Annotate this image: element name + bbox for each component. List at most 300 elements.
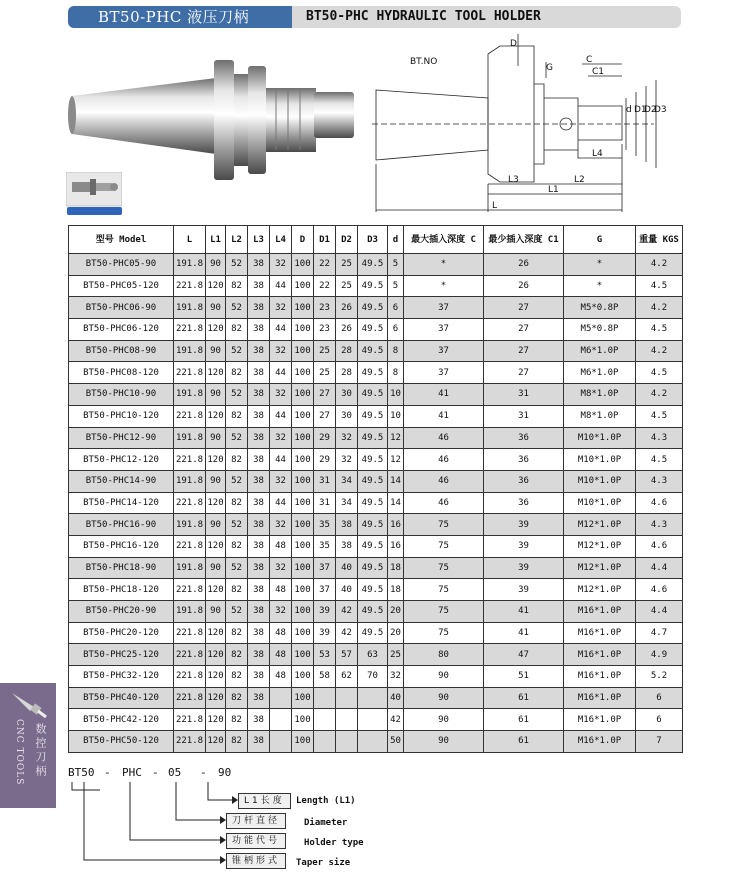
table-cell: 44	[270, 275, 292, 297]
code-part-taper: BT50	[68, 766, 95, 779]
table-cell: 221.8	[174, 535, 206, 557]
table-cell: 37	[314, 557, 336, 579]
table-cell: 100	[292, 275, 314, 297]
table-cell: 191.8	[174, 427, 206, 449]
table-cell: 120	[206, 535, 226, 557]
table-cell: M16*1.0P	[564, 601, 636, 623]
title-english: BT50-PHC HYDRAULIC TOOL HOLDER	[292, 6, 681, 28]
table-cell: 90	[206, 470, 226, 492]
table-cell: BT50-PHC18-120	[69, 579, 174, 601]
legend-box-diameter: 刀杆直径	[226, 813, 286, 829]
col-header-L4: L4	[270, 226, 292, 254]
table-cell: 90	[404, 709, 484, 731]
table-cell: 4.2	[636, 340, 683, 362]
table-cell: 4.6	[636, 492, 683, 514]
table-cell: 100	[292, 405, 314, 427]
table-cell: 120	[206, 319, 226, 341]
legend-box-taper: 锥柄形式	[226, 853, 286, 869]
table-cell: 44	[270, 405, 292, 427]
table-cell: 120	[206, 622, 226, 644]
table-cell: 31	[314, 470, 336, 492]
table-cell: 61	[484, 709, 564, 731]
table-cell: 44	[270, 319, 292, 341]
table-cell: 52	[226, 340, 248, 362]
table-cell: 100	[292, 470, 314, 492]
table-cell: 32	[336, 427, 358, 449]
table-cell: 40	[388, 687, 404, 709]
table-cell: 44	[270, 492, 292, 514]
table-cell: 39	[484, 579, 564, 601]
table-cell: M10*1.0P	[564, 492, 636, 514]
table-cell: 82	[226, 275, 248, 297]
table-cell: 90	[206, 601, 226, 623]
table-cell: 37	[404, 362, 484, 384]
table-cell: 32	[270, 557, 292, 579]
table-cell: 120	[206, 644, 226, 666]
table-cell: 38	[248, 319, 270, 341]
table-cell: 191.8	[174, 470, 206, 492]
table-cell: M16*1.0P	[564, 687, 636, 709]
table-cell: BT50-PHC08-120	[69, 362, 174, 384]
table-cell: 29	[314, 449, 336, 471]
table-cell: 75	[404, 601, 484, 623]
table-cell: M16*1.0P	[564, 644, 636, 666]
table-cell: *	[564, 275, 636, 297]
table-cell: 120	[206, 731, 226, 753]
table-cell: 39	[314, 622, 336, 644]
table-cell: 100	[292, 362, 314, 384]
table-cell: 32	[270, 427, 292, 449]
col-header-model: 型号 Model	[69, 226, 174, 254]
table-cell: 52	[226, 297, 248, 319]
table-cell: 4.4	[636, 557, 683, 579]
table-cell: *	[404, 275, 484, 297]
table-cell: 82	[226, 644, 248, 666]
table-cell: 221.8	[174, 449, 206, 471]
table-cell: M10*1.0P	[564, 449, 636, 471]
table-cell: 31	[484, 405, 564, 427]
label-C: C	[586, 55, 593, 65]
table-cell: 35	[314, 514, 336, 536]
table-cell: 120	[206, 579, 226, 601]
table-cell: 82	[226, 405, 248, 427]
table-cell: 120	[206, 492, 226, 514]
table-cell: 35	[314, 535, 336, 557]
table-cell: 49.5	[358, 427, 388, 449]
table-cell: BT50-PHC32-120	[69, 666, 174, 688]
table-cell: 49.5	[358, 492, 388, 514]
table-cell: 12	[388, 449, 404, 471]
table-cell: 49.5	[358, 297, 388, 319]
table-cell: 4.5	[636, 405, 683, 427]
table-cell: 38	[248, 254, 270, 276]
table-cell: 90	[206, 384, 226, 406]
table-cell: 27	[484, 362, 564, 384]
col-header-c-max: 最大插入深度 C	[404, 226, 484, 254]
table-cell: 49.5	[358, 405, 388, 427]
table-cell: 27	[314, 384, 336, 406]
table-cell: 38	[248, 644, 270, 666]
table-cell: 100	[292, 492, 314, 514]
table-cell: 49.5	[358, 535, 388, 557]
table-cell: 82	[226, 622, 248, 644]
table-cell: 90	[404, 687, 484, 709]
table-cell: 221.8	[174, 492, 206, 514]
col-header-D2: D2	[336, 226, 358, 254]
table-cell: 27	[484, 340, 564, 362]
table-cell: BT50-PHC18-90	[69, 557, 174, 579]
table-cell: 5	[388, 254, 404, 276]
table-cell: BT50-PHC42-120	[69, 709, 174, 731]
table-cell: M8*1.0P	[564, 384, 636, 406]
table-cell: 38	[248, 601, 270, 623]
table-cell: 38	[248, 275, 270, 297]
table-cell: 49.5	[358, 254, 388, 276]
label-L: L	[492, 201, 498, 211]
table-cell: 4.2	[636, 297, 683, 319]
table-cell: 36	[484, 470, 564, 492]
title-chinese: BT50-PHC 液压刀柄	[68, 6, 292, 28]
table-cell: 49.5	[358, 275, 388, 297]
table-cell: 14	[388, 470, 404, 492]
table-cell: M6*1.0P	[564, 362, 636, 384]
table-cell: BT50-PHC40-120	[69, 687, 174, 709]
table-cell: 38	[248, 492, 270, 514]
table-cell: 4.5	[636, 449, 683, 471]
label-bt-no: BT.NO	[410, 57, 438, 67]
table-cell: 4.3	[636, 470, 683, 492]
table-cell: 82	[226, 579, 248, 601]
table-cell: 38	[248, 579, 270, 601]
legend-en-length: Length (L1)	[296, 796, 356, 806]
table-cell: 5.2	[636, 666, 683, 688]
table-cell: 100	[292, 687, 314, 709]
table-cell: 58	[314, 666, 336, 688]
table-cell: 25	[314, 362, 336, 384]
table-cell: M16*1.0P	[564, 666, 636, 688]
table-cell: 49.5	[358, 601, 388, 623]
table-cell: 82	[226, 687, 248, 709]
table-cell: 120	[206, 405, 226, 427]
table-cell: 4.2	[636, 254, 683, 276]
table-cell: 100	[292, 579, 314, 601]
table-cell: 18	[388, 579, 404, 601]
table-cell: 41	[484, 622, 564, 644]
table-cell: 38	[248, 709, 270, 731]
table-cell: 20	[388, 622, 404, 644]
table-cell: 4.4	[636, 601, 683, 623]
table-cell: 221.8	[174, 275, 206, 297]
table-cell: 191.8	[174, 601, 206, 623]
table-cell: 75	[404, 514, 484, 536]
table-cell: 10	[388, 384, 404, 406]
table-cell: 6	[388, 297, 404, 319]
table-cell: 90	[206, 340, 226, 362]
table-cell: 90	[206, 557, 226, 579]
table-cell: 48	[270, 644, 292, 666]
table-cell: 39	[484, 514, 564, 536]
table-cell: 26	[484, 254, 564, 276]
table-cell: 38	[248, 427, 270, 449]
table-cell: BT50-PHC12-120	[69, 449, 174, 471]
table-cell: 42	[336, 622, 358, 644]
table-cell: 41	[404, 384, 484, 406]
table-cell: 26	[336, 319, 358, 341]
table-cell: 38	[248, 514, 270, 536]
table-cell: 100	[292, 319, 314, 341]
table-cell: 37	[404, 319, 484, 341]
table-cell: 31	[484, 384, 564, 406]
table-cell: 52	[226, 557, 248, 579]
code-sep-1: -	[104, 766, 111, 779]
label-C1: C1	[592, 67, 605, 77]
table-cell: 120	[206, 687, 226, 709]
col-header-d: d	[388, 226, 404, 254]
table-cell: 38	[248, 557, 270, 579]
table-cell: BT50-PHC08-90	[69, 340, 174, 362]
label-L4: L4	[592, 149, 603, 159]
table-cell: 38	[336, 514, 358, 536]
table-cell: 34	[336, 470, 358, 492]
table-cell: 75	[404, 622, 484, 644]
table-cell: 82	[226, 535, 248, 557]
table-cell: 100	[292, 666, 314, 688]
col-header-G: G	[564, 226, 636, 254]
table-cell: 53	[314, 644, 336, 666]
table-cell: 46	[404, 449, 484, 471]
table-cell: 32	[270, 297, 292, 319]
code-part-type: PHC	[122, 766, 142, 779]
table-cell: 90	[206, 297, 226, 319]
table-cell: 22	[314, 275, 336, 297]
legend-en-holder-type: Holder type	[304, 838, 364, 848]
table-cell: 4.2	[636, 384, 683, 406]
table-cell: 100	[292, 601, 314, 623]
table-cell: 100	[292, 709, 314, 731]
table-cell: 49.5	[358, 340, 388, 362]
table-cell: 4.6	[636, 535, 683, 557]
table-cell: 52	[226, 384, 248, 406]
table-cell: M6*1.0P	[564, 340, 636, 362]
table-cell: BT50-PHC14-90	[69, 470, 174, 492]
table-cell: 221.8	[174, 622, 206, 644]
table-cell: 32	[270, 340, 292, 362]
table-cell: M5*0.8P	[564, 319, 636, 341]
table-cell: 100	[292, 731, 314, 753]
table-cell: 49.5	[358, 557, 388, 579]
col-header-L: L	[174, 226, 206, 254]
table-cell: 4.5	[636, 319, 683, 341]
table-cell: 32	[270, 254, 292, 276]
table-cell: M5*0.8P	[564, 297, 636, 319]
col-header-L1: L1	[206, 226, 226, 254]
table-cell: BT50-PHC14-120	[69, 492, 174, 514]
table-cell: 221.8	[174, 687, 206, 709]
table-cell: 82	[226, 492, 248, 514]
table-cell: 70	[358, 666, 388, 688]
code-sep-2: -	[152, 766, 159, 779]
table-cell: 51	[484, 666, 564, 688]
table-cell: M12*1.0P	[564, 535, 636, 557]
table-cell: 100	[292, 644, 314, 666]
table-cell: 49.5	[358, 470, 388, 492]
table-cell: 6	[636, 709, 683, 731]
table-cell: 38	[248, 362, 270, 384]
table-cell: 25	[336, 275, 358, 297]
label-L3: L3	[508, 175, 519, 185]
table-cell: 52	[226, 470, 248, 492]
table-cell: 38	[248, 622, 270, 644]
table-cell: 6	[388, 319, 404, 341]
table-cell: 37	[314, 579, 336, 601]
table-cell: 38	[248, 731, 270, 753]
table-cell: 27	[484, 297, 564, 319]
table-cell: 52	[226, 601, 248, 623]
table-cell: BT50-PHC16-120	[69, 535, 174, 557]
table-cell: 37	[404, 297, 484, 319]
table-cell: 100	[292, 427, 314, 449]
table-cell: 191.8	[174, 254, 206, 276]
table-cell: 90	[206, 254, 226, 276]
table-cell: 49.5	[358, 622, 388, 644]
table-cell: 23	[314, 297, 336, 319]
table-cell: 42	[388, 709, 404, 731]
table-cell: 22	[314, 254, 336, 276]
table-cell: 30	[336, 384, 358, 406]
table-cell: BT50-PHC16-90	[69, 514, 174, 536]
table-cell: 38	[248, 340, 270, 362]
table-cell: 27	[314, 405, 336, 427]
table-cell: 28	[336, 362, 358, 384]
col-header-D: D	[292, 226, 314, 254]
table-cell: M12*1.0P	[564, 514, 636, 536]
table-cell: 191.8	[174, 557, 206, 579]
table-cell: 49.5	[358, 362, 388, 384]
table-cell: 100	[292, 557, 314, 579]
table-cell: 52	[226, 514, 248, 536]
label-L2: L2	[574, 175, 585, 185]
table-cell: BT50-PHC20-120	[69, 622, 174, 644]
table-cell: M10*1.0P	[564, 427, 636, 449]
table-cell: 6	[636, 687, 683, 709]
table-cell: BT50-PHC06-90	[69, 297, 174, 319]
table-cell: 90	[206, 427, 226, 449]
table-cell: 8	[388, 340, 404, 362]
table-cell: 49.5	[358, 384, 388, 406]
table-cell: 36	[484, 427, 564, 449]
table-cell: 5	[388, 275, 404, 297]
label-D: D	[510, 39, 517, 49]
table-cell: BT50-PHC50-120	[69, 731, 174, 753]
table-cell: 4.9	[636, 644, 683, 666]
table-cell: 57	[336, 644, 358, 666]
table-cell: 31	[314, 492, 336, 514]
table-cell: 4.6	[636, 579, 683, 601]
table-cell: 41	[484, 601, 564, 623]
col-header-c1-min: 最少插入深度 C1	[484, 226, 564, 254]
code-part-length: 90	[218, 766, 232, 779]
table-cell: 41	[404, 405, 484, 427]
table-cell: 26	[484, 275, 564, 297]
table-cell: 34	[336, 492, 358, 514]
table-cell: BT50-PHC10-90	[69, 384, 174, 406]
table-cell: 191.8	[174, 340, 206, 362]
table-cell: 191.8	[174, 384, 206, 406]
table-cell: 120	[206, 666, 226, 688]
table-cell: 120	[206, 362, 226, 384]
label-d: d	[626, 105, 632, 115]
label-D3: D3	[654, 105, 667, 115]
brand-english: CNC TOOLS	[14, 719, 24, 786]
table-cell: 38	[248, 535, 270, 557]
table-cell: M16*1.0P	[564, 731, 636, 753]
label-D2: D2	[644, 105, 657, 115]
table-cell: 39	[484, 535, 564, 557]
code-sep-3: -	[200, 766, 207, 779]
table-cell: 26	[336, 297, 358, 319]
table-cell: 63	[358, 644, 388, 666]
table-cell: 23	[314, 319, 336, 341]
table-cell: 100	[292, 297, 314, 319]
table-cell: 82	[226, 449, 248, 471]
table-cell: 37	[404, 340, 484, 362]
table-cell: 39	[484, 557, 564, 579]
table-cell: 25	[336, 254, 358, 276]
table-cell: 38	[248, 470, 270, 492]
table-cell: 44	[270, 362, 292, 384]
table-cell: 38	[248, 384, 270, 406]
table-cell: 4.5	[636, 362, 683, 384]
table-cell: 80	[404, 644, 484, 666]
table-cell: 75	[404, 579, 484, 601]
table-cell: 38	[248, 687, 270, 709]
table-cell: 10	[388, 405, 404, 427]
label-G: G	[546, 63, 553, 73]
table-cell: 75	[404, 535, 484, 557]
table-cell: 100	[292, 514, 314, 536]
table-cell: 47	[484, 644, 564, 666]
table-cell: BT50-PHC06-120	[69, 319, 174, 341]
table-cell: 8	[388, 362, 404, 384]
table-cell: 100	[292, 384, 314, 406]
table-cell: 30	[336, 405, 358, 427]
table-cell: 46	[404, 427, 484, 449]
table-cell: 221.8	[174, 405, 206, 427]
table-cell: *	[404, 254, 484, 276]
table-cell: 7	[636, 731, 683, 753]
table-cell: 90	[206, 514, 226, 536]
table-cell: 16	[388, 535, 404, 557]
col-header-L3: L3	[248, 226, 270, 254]
table-cell: 100	[292, 254, 314, 276]
table-cell: M16*1.0P	[564, 622, 636, 644]
table-cell: 100	[292, 535, 314, 557]
legend-box-length: L1长度	[238, 793, 291, 809]
table-cell: 32	[388, 666, 404, 688]
table-cell: 49.5	[358, 449, 388, 471]
table-cell: 44	[270, 449, 292, 471]
table-cell: 120	[206, 449, 226, 471]
table-cell: BT50-PHC12-90	[69, 427, 174, 449]
table-cell: 27	[484, 319, 564, 341]
table-cell: BT50-PHC10-120	[69, 405, 174, 427]
table-cell: 48	[270, 622, 292, 644]
table-cell: 36	[484, 492, 564, 514]
table-cell: 40	[336, 557, 358, 579]
table-cell: 12	[388, 427, 404, 449]
label-L1: L1	[548, 185, 559, 195]
table-cell: 221.8	[174, 666, 206, 688]
